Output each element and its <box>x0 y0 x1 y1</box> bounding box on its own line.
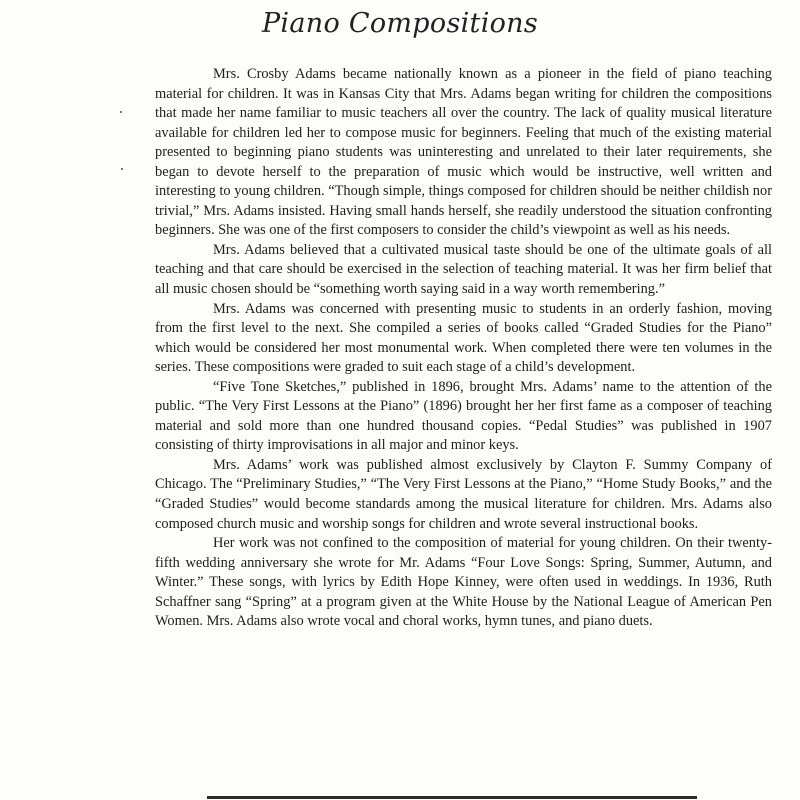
paragraph: Mrs. Adams was concerned with presenting music to students in an orderly fashion, moving from the first level to the next. She compiled a series of books called “Graded Studies for the Piano” which would be considered her most monumental work. When completed there were ten volumes in the series. These compositions were graded to suit each stage of a child’s development. <box>155 300 772 376</box>
page-title: Piano Compositions <box>261 8 539 39</box>
margin-speck <box>121 168 123 170</box>
paragraph: Her work was not confined to the composition of material for young children. On their twenty-fifth wedding anniversary she wrote for Mr. Adams “Four Love Songs: Spring, Summer, Autumn, and Winter.” These songs, with lyrics by Edith Hope Kinney, were often used in weddings. In 1936, Ruth Schaffner sang “Spring” at a program given at the White House by the National League of American Pen Women. Mrs. Adams also wrote vocal and choral works, hymn tunes, and piano duets. <box>155 535 772 630</box>
paragraph: “Five Tone Sketches,” published in 1896, brought Mrs. Adams’ name to the attention of the public. “The Very First Lessons at the Piano” (1896) brought her her first fame as a composer of teaching material and sold more than one hundred thousand copies. “Pedal Studies” was published in 1907 consisting of thirty improvisations in all major and minor keys. <box>155 378 772 454</box>
document-body <box>155 65 772 632</box>
paragraph: Mrs. Crosby Adams became nationally known as a pioneer in the field of piano teaching material for children. It was in Kansas City that Mrs. Adams began writing for children the compositions that made her name familiar to music teachers all over the country. The lack of quality musical literature available for children led her to compose music for beginners. Feeling that much of the existing material presented to beginning piano students was uninteresting and unrelated to their later requirements, she began to devote herself to the preparation of music which would be instructive, well written and interesting to young children. “Though simple, things composed for children should be neither childish nor trivial,” Mrs. Adams insisted. Having small hands herself, she readily understood the situation confronting beginners. She was one of the first composers to consider the child’s viewpoint as well as his needs. <box>155 66 772 239</box>
paragraph: Mrs. Adams’ work was published almost exclusively by Clayton F. Summy Company of Chicago. The “Preliminary Studies,” “The Very First Lessons at the Piano,” “Home Study Books,” and the “Graded Studies” would become standards among the musical literature for children. Mrs. Adams also composed church music and worship songs for children and wrote several instructional books. <box>155 456 772 532</box>
margin-speck <box>120 111 122 113</box>
paragraph: Mrs. Adams believed that a cultivated musical taste should be one of the ultimate goals of all teaching and that care should be exercised in the selection of teaching material. It was her firm belief that all music chosen should be “something worth saying said in a way worth remembering.” <box>155 241 772 298</box>
footer-rule <box>207 796 697 799</box>
